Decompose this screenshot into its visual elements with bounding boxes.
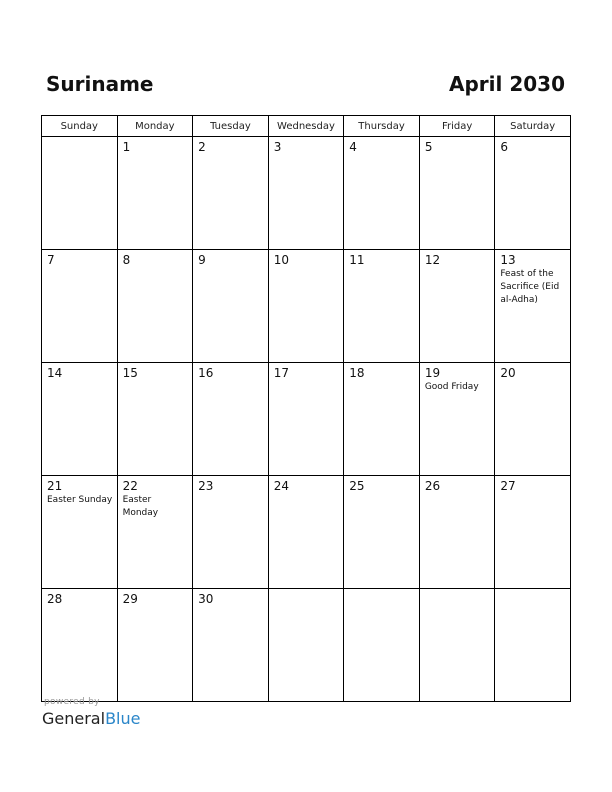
day-number: 5 — [424, 140, 433, 154]
weekday-header-row — [42, 116, 571, 137]
calendar-grid — [41, 115, 571, 702]
day-cell — [495, 137, 571, 250]
day-number: 22 — [122, 479, 138, 493]
day-cell — [419, 137, 495, 250]
day-cell — [344, 476, 420, 589]
day-cell — [495, 363, 571, 476]
day-number: 9 — [198, 253, 206, 267]
day-number: 17 — [273, 366, 289, 380]
day-cell — [419, 589, 495, 702]
day-cell — [193, 363, 269, 476]
day-cell — [419, 476, 495, 589]
day-number: 4 — [349, 140, 357, 154]
generalblue-logo — [42, 709, 140, 728]
week-row — [42, 137, 571, 250]
day-cell — [268, 137, 344, 250]
month-title: April 2030 — [449, 72, 565, 96]
day-cell — [42, 589, 118, 702]
day-number: 20 — [500, 366, 516, 380]
day-number: 12 — [424, 253, 441, 267]
day-cell — [268, 476, 344, 589]
day-number: 18 — [349, 366, 365, 380]
day-cell — [495, 476, 571, 589]
day-cell — [495, 250, 571, 363]
day-cell — [117, 476, 193, 589]
day-cell — [344, 250, 420, 363]
holiday-label: Easter Monday — [122, 495, 159, 518]
day-cell — [193, 137, 269, 250]
day-cell — [268, 363, 344, 476]
weekday-friday: Friday — [419, 116, 495, 137]
holiday-label: Easter Sunday — [47, 495, 113, 505]
day-number: 29 — [122, 592, 138, 606]
day-cell — [344, 589, 420, 702]
day-number: 10 — [273, 253, 289, 267]
day-cell — [42, 476, 118, 589]
day-cell — [193, 476, 269, 589]
brand-general: General — [42, 709, 106, 728]
day-number: 7 — [47, 253, 55, 267]
powered-by-text: powered by — [44, 697, 100, 707]
week-row — [42, 589, 571, 702]
day-number: 13 — [500, 253, 516, 267]
weekday-saturday: Saturday — [495, 116, 571, 137]
day-number: 8 — [122, 253, 131, 267]
day-number: 30 — [198, 592, 214, 606]
day-cell — [193, 589, 269, 702]
week-row — [42, 363, 571, 476]
week-row — [42, 250, 571, 363]
day-number: 6 — [500, 140, 509, 154]
day-cell — [344, 137, 420, 250]
day-number: 14 — [47, 366, 63, 380]
weekday-sunday: Sunday — [42, 116, 118, 137]
day-cell — [117, 137, 193, 250]
day-cell — [344, 363, 420, 476]
day-number: 1 — [122, 140, 131, 154]
country-title: Suriname — [46, 72, 154, 96]
holiday-label: Good Friday — [424, 382, 479, 392]
weekday-wednesday: Wednesday — [268, 116, 344, 137]
day-number: 11 — [349, 253, 365, 267]
day-number: 28 — [47, 592, 63, 606]
day-number: 23 — [198, 479, 214, 493]
day-number: 2 — [198, 140, 206, 154]
day-number: 19 — [424, 366, 441, 380]
day-number: 21 — [47, 479, 63, 493]
weekday-tuesday: Tuesday — [193, 116, 269, 137]
day-cell — [268, 589, 344, 702]
day-cell — [42, 250, 118, 363]
day-number: 3 — [273, 140, 282, 154]
weekday-thursday: Thursday — [344, 116, 420, 137]
brand-blue: Blue — [105, 709, 141, 728]
day-number: 26 — [424, 479, 441, 493]
day-number: 25 — [349, 479, 365, 493]
day-cell — [117, 589, 193, 702]
day-cell — [117, 363, 193, 476]
day-cell — [495, 589, 571, 702]
day-cell — [193, 250, 269, 363]
day-number: 24 — [273, 479, 289, 493]
weekday-monday: Monday — [117, 116, 193, 137]
day-cell — [268, 250, 344, 363]
holiday-label: Feast of the Sacrifice (Eid al-Adha) — [500, 269, 560, 305]
day-cell — [419, 363, 495, 476]
day-cell — [419, 250, 495, 363]
day-number: 15 — [122, 366, 138, 380]
day-number: 27 — [500, 479, 516, 493]
week-row — [42, 476, 571, 589]
day-cell — [117, 250, 193, 363]
day-cell — [42, 137, 118, 250]
day-cell — [42, 363, 118, 476]
day-number: 16 — [198, 366, 214, 380]
